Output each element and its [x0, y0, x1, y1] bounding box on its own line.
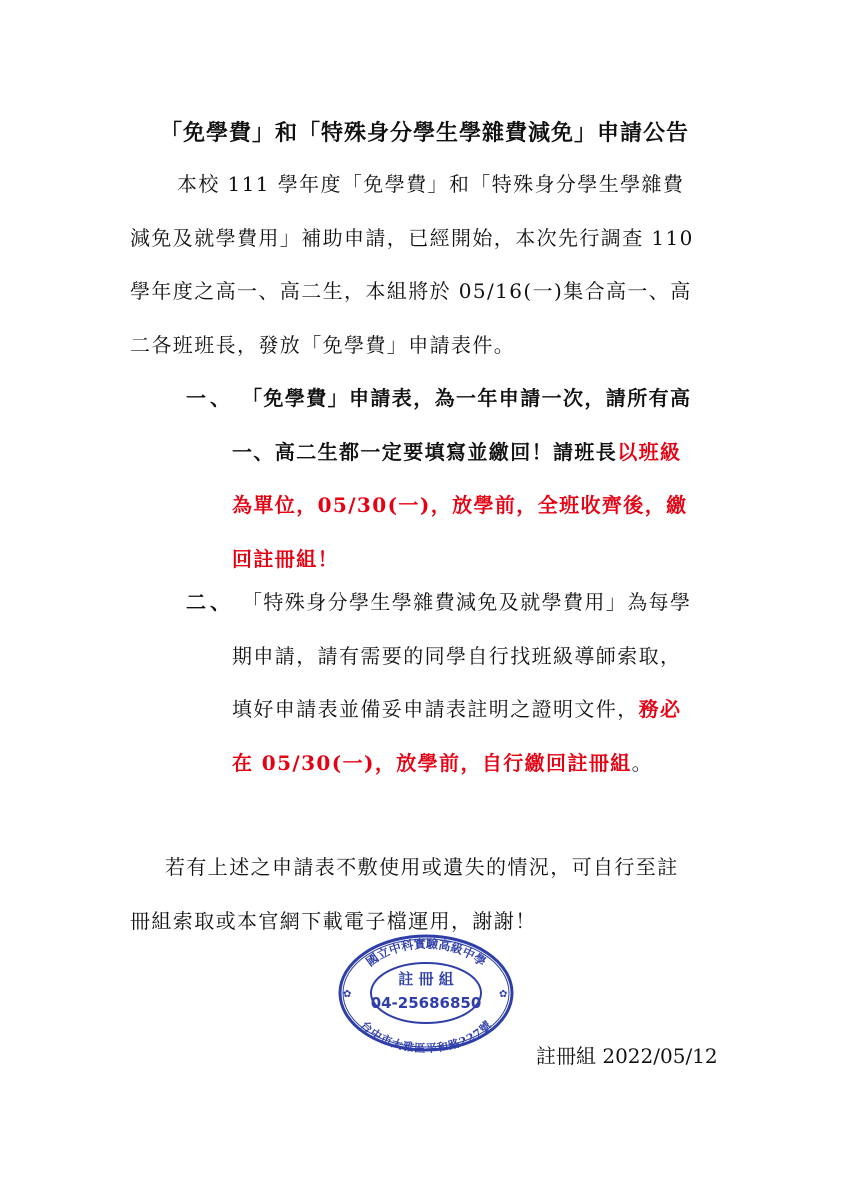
seal-ring-top: 國立中科實驗高級中學	[363, 936, 489, 970]
item-text: 填好申請表並備妥申請表註明之證明文件，	[232, 697, 639, 721]
svg-text:國立中科實驗高級中學	[363, 936, 489, 969]
signature-date: 註冊組 2022/05/12	[536, 1044, 718, 1068]
highlight-text: 以班級	[617, 440, 682, 464]
closing-line: 若有上述之申請表不敷使用或遺失的情況，可自行至註	[165, 855, 679, 879]
highlight-line: 回註冊組！	[232, 547, 339, 571]
seal-flower-icon: ✿	[499, 989, 508, 1000]
intro-line: 二各班班長，發放「免學費」申請表件。	[130, 333, 516, 357]
seal-ring-bottom: 台中市大雅區平和路227號	[358, 1018, 494, 1054]
item-line	[232, 436, 681, 465]
item-number: 一、	[186, 386, 234, 410]
item-number: 二、	[186, 590, 234, 614]
closing-line: 冊組索取或本官網下載電子檔運用，謝謝！	[130, 909, 537, 933]
item-line: 「免學費」申請表，為一年申請一次，請所有高	[242, 386, 692, 410]
intro-line: 減免及就學費用」補助申請，已經開始，本次先行調查 110	[130, 226, 694, 250]
highlight-text: 在 05/30(一)，放學前，自行繳回註冊組	[232, 751, 632, 775]
highlight-line: 為單位，05/30(一)，放學前，全班收齊後，繳	[232, 493, 688, 517]
item-line: 期申請，請有需要的同學自行找班級導師索取，	[232, 644, 682, 668]
intro-line: 學年度之高一、高二生，本組將於 05/16(一)集合高一、高	[130, 279, 692, 303]
registry-seal-stamp	[336, 932, 516, 1054]
seal-flower-icon: ✿	[343, 989, 352, 1000]
document-title: 「免學費」和「特殊身分學生學雜費減免」申請公告	[159, 120, 689, 146]
item-text: 一、高二生都一定要填寫並繳回！請班長	[232, 440, 618, 464]
seal-center-label: 註 冊 組	[398, 970, 454, 988]
item-line: 「特殊身分學生學雜費減免及就學費用」為每學	[242, 590, 692, 614]
item-line	[232, 747, 653, 776]
highlight-text: 務必	[638, 697, 682, 721]
item-line	[232, 693, 681, 722]
item-text: 。	[631, 751, 654, 775]
intro-line: 本校 111 學年度「免學費」和「特殊身分學生學雜費	[177, 172, 685, 196]
seal-phone: 04-25686850	[370, 994, 482, 1012]
